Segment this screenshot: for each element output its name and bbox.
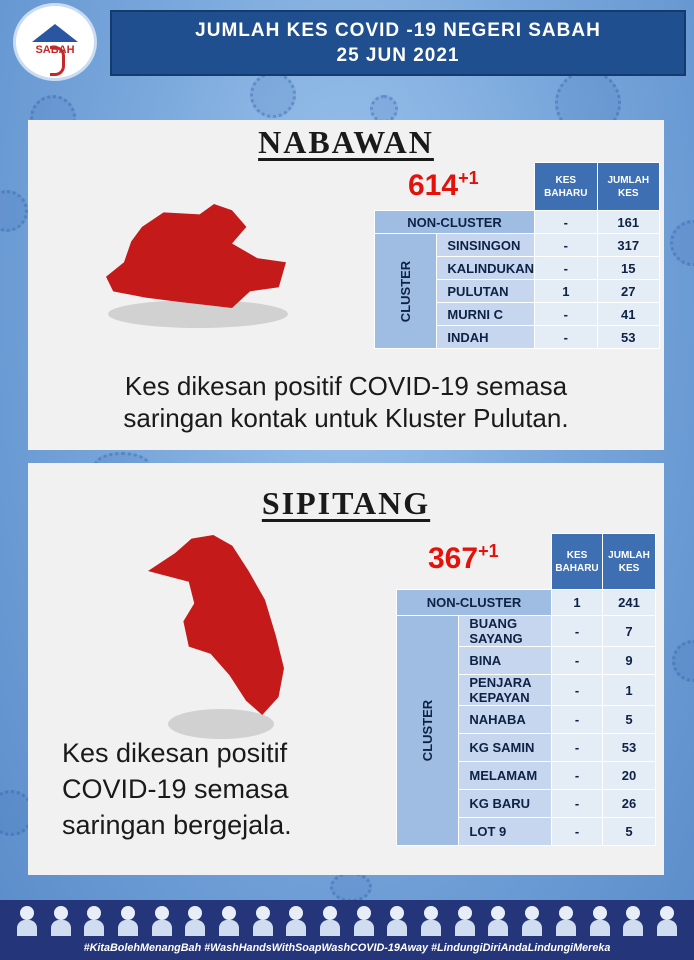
nabawan-map-icon — [106, 204, 286, 308]
person-icon — [16, 906, 38, 936]
note-line: COVID-19 semasa — [62, 774, 289, 804]
col-header-new-cases: KES BAHARU — [535, 163, 597, 211]
cluster-total: 1 — [603, 675, 656, 706]
cluster-name: MELAMAM — [459, 762, 552, 790]
cluster-label: CLUSTER — [375, 234, 437, 349]
cluster-total: 53 — [597, 326, 659, 349]
nabawan-panel — [28, 120, 664, 450]
mountain-icon — [32, 24, 78, 42]
person-icon — [117, 906, 139, 936]
cluster-new: 1 — [535, 280, 597, 303]
person-icon — [521, 906, 543, 936]
cluster-new: - — [535, 257, 597, 280]
cluster-new: - — [552, 734, 603, 762]
note-line: Kes dikesan positif — [62, 738, 288, 768]
cluster-label: CLUSTER — [397, 616, 459, 846]
person-icon — [454, 906, 476, 936]
note-line: saringan kontak untuk Kluster Pulutan. — [123, 403, 569, 433]
col-header-total-cases: JUMLAH KES — [603, 534, 656, 590]
cluster-new: - — [552, 818, 603, 846]
cluster-name: KG BARU — [459, 790, 552, 818]
logo-text: SABAH — [35, 44, 75, 56]
cluster-name: PENJARA KEPAYAN — [459, 675, 552, 706]
footer-banner — [0, 900, 694, 960]
non-cluster-total: 241 — [603, 590, 656, 616]
map-shadow — [108, 300, 288, 328]
district-name-sipitang: SIPITANG — [261, 485, 431, 521]
cluster-name: INDAH — [437, 326, 535, 349]
non-cluster-new: 1 — [552, 590, 603, 616]
sipitang-note — [62, 735, 292, 843]
cluster-name: NAHABA — [459, 706, 552, 734]
nabawan-case-table — [374, 162, 660, 349]
non-cluster-new: - — [535, 211, 597, 234]
col-header-total-cases: JUMLAH KES — [597, 163, 659, 211]
person-icon — [555, 906, 577, 936]
person-icon — [50, 906, 72, 936]
cluster-name: BUANG SAYANG — [459, 616, 552, 647]
swoosh-icon — [50, 46, 65, 76]
person-icon — [589, 906, 611, 936]
cluster-new: - — [552, 706, 603, 734]
sipitang-case-table — [396, 533, 656, 846]
non-cluster-label: NON-CLUSTER — [375, 211, 535, 234]
note-line: saringan bergejala. — [62, 810, 292, 840]
cluster-name: PULUTAN — [437, 280, 535, 303]
cluster-total: 317 — [597, 234, 659, 257]
person-icon — [386, 906, 408, 936]
person-icon — [420, 906, 442, 936]
title-banner — [110, 10, 686, 76]
cluster-name: KG SAMIN — [459, 734, 552, 762]
sabah-logo — [16, 6, 94, 78]
person-icon — [353, 906, 375, 936]
page-date: 25 JUN 2021 — [336, 44, 460, 66]
cluster-total: 26 — [603, 790, 656, 818]
virus-decoration-icon — [672, 640, 694, 682]
page-title: JUMLAH KES COVID -19 NEGERI SABAH — [195, 19, 601, 41]
cluster-total: 7 — [603, 616, 656, 647]
cluster-new: - — [535, 326, 597, 349]
cluster-new: - — [535, 234, 597, 257]
cluster-name: SINSINGON — [437, 234, 535, 257]
virus-decoration-icon — [250, 72, 296, 118]
cluster-total: 41 — [597, 303, 659, 326]
cluster-new: - — [552, 647, 603, 675]
sipitang-total-count: $367^{+1}$ — [428, 541, 499, 575]
person-icon — [285, 906, 307, 936]
cluster-new: - — [552, 675, 603, 706]
cluster-new: - — [535, 303, 597, 326]
nabawan-note — [28, 370, 664, 434]
cluster-total: 5 — [603, 818, 656, 846]
cluster-new: - — [552, 762, 603, 790]
person-icon — [218, 906, 240, 936]
person-icon — [656, 906, 678, 936]
sipitang-map-icon — [148, 535, 284, 715]
cluster-new: - — [552, 616, 603, 647]
non-cluster-total: 161 — [597, 211, 659, 234]
cluster-total: 5 — [603, 706, 656, 734]
col-header-new-cases: KES BAHARU — [552, 534, 603, 590]
district-name-nabawan: NABAWAN — [258, 124, 434, 160]
non-cluster-label: NON-CLUSTER — [397, 590, 552, 616]
cluster-total: 9 — [603, 647, 656, 675]
person-icon — [622, 906, 644, 936]
nabawan-total-count: $614^{+1}$ — [408, 168, 479, 202]
hashtags-text: #KitaBolehMenangBah #WashHandsWithSoapWashCOVID-19Away #LindungiDiriAndaLindungiMereka — [83, 942, 611, 954]
virus-decoration-icon — [0, 190, 28, 232]
person-icon — [487, 906, 509, 936]
person-icon — [151, 906, 173, 936]
note-line: Kes dikesan positif COVID-19 semasa — [124, 371, 568, 401]
frontliner-figures — [10, 902, 684, 936]
cluster-total: 53 — [603, 734, 656, 762]
cluster-name: LOT 9 — [459, 818, 552, 846]
sipitang-panel — [28, 463, 664, 875]
virus-decoration-icon — [370, 95, 398, 123]
cluster-total: 15 — [597, 257, 659, 280]
cluster-name: BINA — [459, 647, 552, 675]
cluster-total: 20 — [603, 762, 656, 790]
cluster-name: MURNI C — [437, 303, 535, 326]
virus-decoration-icon — [330, 872, 372, 902]
virus-decoration-icon — [670, 220, 694, 266]
person-icon — [319, 906, 341, 936]
person-icon — [83, 906, 105, 936]
cluster-total: 27 — [597, 280, 659, 303]
person-icon — [184, 906, 206, 936]
cluster-name: KALINDUKAN — [437, 257, 535, 280]
person-icon — [252, 906, 274, 936]
cluster-new: - — [552, 790, 603, 818]
